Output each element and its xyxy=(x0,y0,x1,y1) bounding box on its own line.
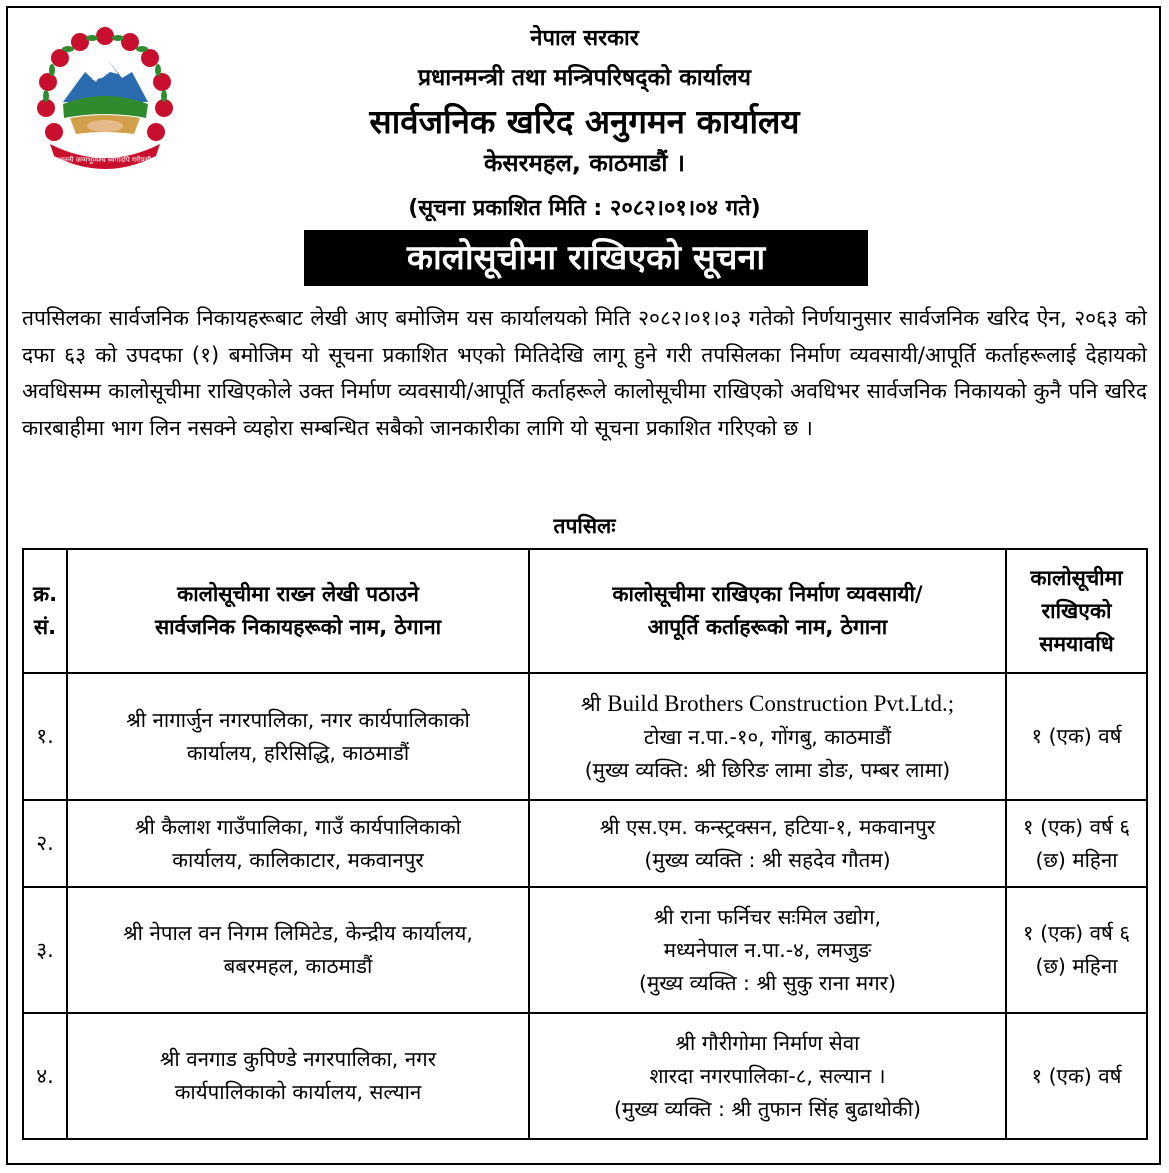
header-period: कालोसूचीमा राखिएको समयावधि xyxy=(1006,549,1147,673)
notice-body: तपसिलका सार्वजनिक निकायहरूबाट लेखी आए बमोजिम यस कार्यालयको मिति २०८२।०१।०३ गतेको निर्णयानुसार सार्वजनिक खरिद ऐन, २०६३ को दफा ६३ को उपदफा (१) बमोजिम यो सूचना प्रकाशित भएको मितिदेखि लागू हुने गरी तपसिलका निर्माण व्यवसायी/आपूर्ति कर्ताहरूलाई देहायको अवधिसम्म कालोसूचीमा राखिएकोले उक्त निर्माण व्यवसायी/आपूर्ति कर्ताहरूले कालोसूचीमा राखिएको अवधिभर सार्वजनिक निकायको कुनै पनि खरिद कारबाहीमा भाग लिन नसक्ने व्यहोरा सम्बन्धित सबैको जानकारीका लागि यो सूचना प्रकाशित गरिएको छ । xyxy=(22,306,1147,440)
ministry-name: प्रधानमन्त्री तथा मन्त्रिपरिषद्को कार्यालय xyxy=(418,65,751,91)
government-name: नेपाल सरकार xyxy=(530,26,639,51)
row-vendor: श्री राना फर्निचर सःमिल उद्योग, मध्यनेपाल न.पा.-४, लमजुङ (मुख्य व्यक्ति : श्री सुकु राना मगर) xyxy=(529,887,1006,1013)
row-entity: श्री नेपाल वन निगम लिमिटेड, केन्द्रीय कार्यालय, बबरमहल, काठमाडौं xyxy=(67,887,529,1013)
table-header-row xyxy=(23,549,1147,673)
row-vendor: श्री एस.एम. कन्स्ट्रक्सन, हटिया-१, मकवानपुर (मुख्य व्यक्ति : श्री सहदेव गौतम) xyxy=(529,800,1006,887)
notice-title-banner: कालोसूचीमा राखिएको सूचना xyxy=(304,230,868,286)
office-name: सार्वजनिक खरिद अनुगमन कार्यालय xyxy=(369,102,800,141)
table-row xyxy=(23,1013,1147,1139)
row-serial: ३. xyxy=(23,887,67,1013)
svg-text:जननी जन्मभूमिश्च स्वर्गादपि गर: जननी जन्मभूमिश्च स्वर्गादपि गरीयसी xyxy=(58,156,152,164)
table-row xyxy=(23,887,1147,1013)
row-vendor: श्री Build Brothers Construction Pvt.Ltd.; टोखा न.पा.-१०, गोंगबु, काठमाडौं (मुख्य व्यक्ति: श्री छिरिङ लामा डोङ, पम्बर लामा) xyxy=(529,673,1006,800)
header-serial: क्र. सं. xyxy=(23,549,67,673)
row-entity: श्री कैलाश गाउँपालिका, गाउँ कार्यपालिकाको कार्यालय, कालिकाटार, मकवानपुर xyxy=(67,800,529,887)
header-entity: कालोसूचीमा राख्न लेखी पठाउने सार्वजनिक निकायहरूको नाम, ठेगाना xyxy=(67,549,529,673)
row-serial: २. xyxy=(23,800,67,887)
row-vendor: श्री गौरीगोमा निर्माण सेवा शारदा नगरपालिका-८, सल्यान । (मुख्य व्यक्ति : श्री तुफान सिंह बुढाथोकी) xyxy=(529,1013,1006,1139)
table-row xyxy=(23,673,1147,800)
row-period: १ (एक) वर्ष xyxy=(1006,673,1147,800)
office-address: केसरमहल, काठमाडौं । xyxy=(484,149,685,177)
row-period: १ (एक) वर्ष xyxy=(1006,1013,1147,1139)
row-serial: ४. xyxy=(23,1013,67,1139)
blacklist-table xyxy=(22,548,1148,1140)
row-entity: श्री नागार्जुन नगरपालिका, नगर कार्यपालिकाको कार्यालय, हरिसिद्धि, काठमाडौं xyxy=(67,673,529,800)
publish-date: (सूचना प्रकाशित मिति : २०८२।०१।०४ गते) xyxy=(408,196,761,221)
row-serial: १. xyxy=(23,673,67,800)
header-vendor: कालोसूचीमा राखिएका निर्माण व्यवसायी/ आपूर्ति कर्ताहरूको नाम, ठेगाना xyxy=(529,549,1006,673)
row-period: १ (एक) वर्ष ६ (छ) महिना xyxy=(1006,800,1147,887)
details-heading: तपसिलः xyxy=(553,514,616,538)
row-period: १ (एक) वर्ष ६ (छ) महिना xyxy=(1006,887,1147,1013)
row-entity: श्री वनगाड कुपिण्डे नगरपालिका, नगर कार्यपालिकाको कार्यालय, सल्यान xyxy=(67,1013,529,1139)
table-row xyxy=(23,800,1147,887)
